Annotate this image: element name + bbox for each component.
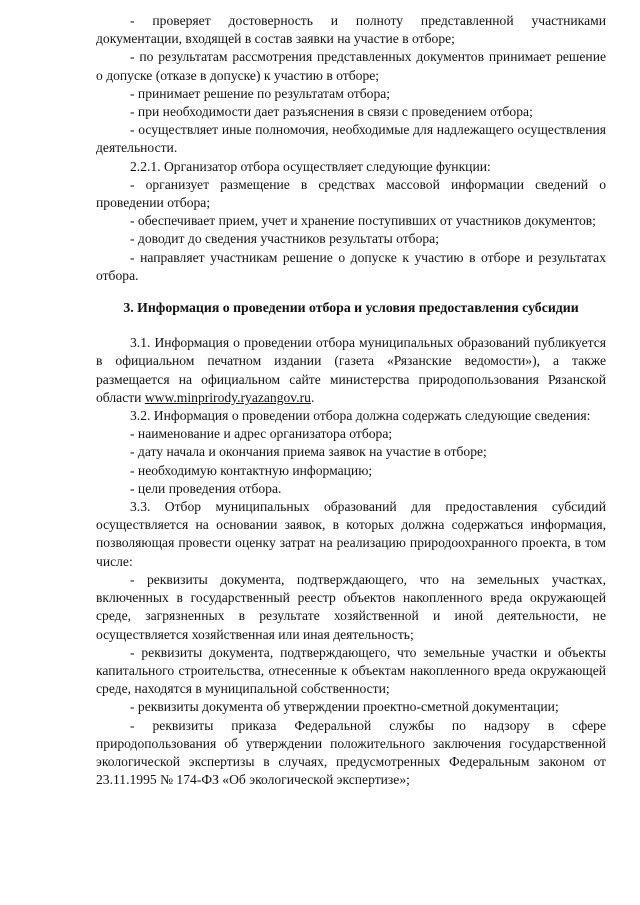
- paragraph-media-placement: - организует размещение в средствах массовой информации сведений о проведении отбора;: [96, 176, 606, 211]
- paragraph-other-powers: - осуществляет иные полномочия, необходимые для надлежащего осуществления деятельности.: [96, 122, 606, 156]
- document-page: [96, 12, 606, 789]
- paragraph-2-2-1: 2.2.1. Организатор отбора осуществляет следующие функции:: [130, 158, 491, 174]
- paragraph-dates: - дату начала и окончания приема заявок на участие в отборе;: [130, 444, 487, 460]
- paragraph-3-1-end: .: [310, 389, 315, 405]
- paragraph-contacts: - необходимую контактную информацию;: [130, 462, 373, 478]
- paragraph-accepts-documents: - обеспечивает прием, учет и хранение поступивших от участников документов;: [130, 213, 596, 229]
- paragraph-municipal-property: - реквизиты документа, подтверждающего, что земельные участки и объекты капитального строительства, отнесенные к объектам накопленного вреда окружающей среде, находятся в муниципальной собственности;: [96, 644, 606, 697]
- paragraph-3-1: [96, 334, 606, 407]
- section-3-heading: 3. Информация о проведении отбора и условия предоставления субсидии: [123, 300, 579, 316]
- paragraph-verifies-documents: - проверяет достоверность и полноту представленной участниками документации, входящей в состав заявки на участие в отборе;: [96, 13, 606, 47]
- paragraph-3-2: 3.2. Информация о проведении отбора должна содержать следующие сведения:: [130, 408, 591, 424]
- paragraph-goals: - цели проведения отбора.: [130, 480, 282, 496]
- paragraph-federal-order: - реквизиты приказа Федеральной службы по надзору в сфере природопользования об утверждении положительного заключения государственной экологической экспертизы в случаях, предусмотренных Федеральным законом от 23.11.1995 № 174-ФЗ «Об экологической экспертизе»;: [96, 717, 606, 788]
- paragraph-admission-decision: - по результатам рассмотрения представленных документов принимает решение о допуске (отказе в допуске) к участию в отборе;: [96, 49, 606, 83]
- paragraph-land-plots: - реквизиты документа, подтверждающего, что на земельных участках, включенных в государственный реестр объектов накопленного вреда окружающей среде, загрязненных в результате хозяйственной и иной деятельности, не осуществляется хозяйственная или иная деятельность;: [96, 571, 606, 642]
- paragraph-3-1-text: 3.1. Информация о проведении отбора муниципальных образований публикуется в официальном печатном издании (газета «Рязанские ведомости»), а также размещается на официальном сайте министерства природопользования Рязанской области: [96, 335, 606, 405]
- ministry-website-link[interactable]: www.minprirody.ryazangov.ru: [144, 389, 311, 405]
- paragraph-explanations: - при необходимости дает разъяснения в связи с проведением отбора;: [130, 104, 533, 120]
- paragraph-informs-results: - доводит до сведения участников результаты отбора;: [130, 231, 439, 247]
- paragraph-sends-decision: - направляет участникам решение о допуске к участию в отборе и результатах отбора.: [96, 249, 606, 283]
- paragraph-3-3: 3.3. Отбор муниципальных образований для предоставления субсидий осуществляется на основании заявок, в которых должна содержаться информация, позволяющая провести оценку затрат на реализацию природоохранного проекта, в том числе:: [96, 499, 606, 569]
- paragraph-organizer-name: - наименование и адрес организатора отбора;: [130, 426, 393, 442]
- paragraph-results-decision: - принимает решение по результатам отбора;: [130, 85, 391, 101]
- paragraph-project-documentation: - реквизиты документа об утверждении проектно-сметной документации;: [130, 699, 559, 715]
